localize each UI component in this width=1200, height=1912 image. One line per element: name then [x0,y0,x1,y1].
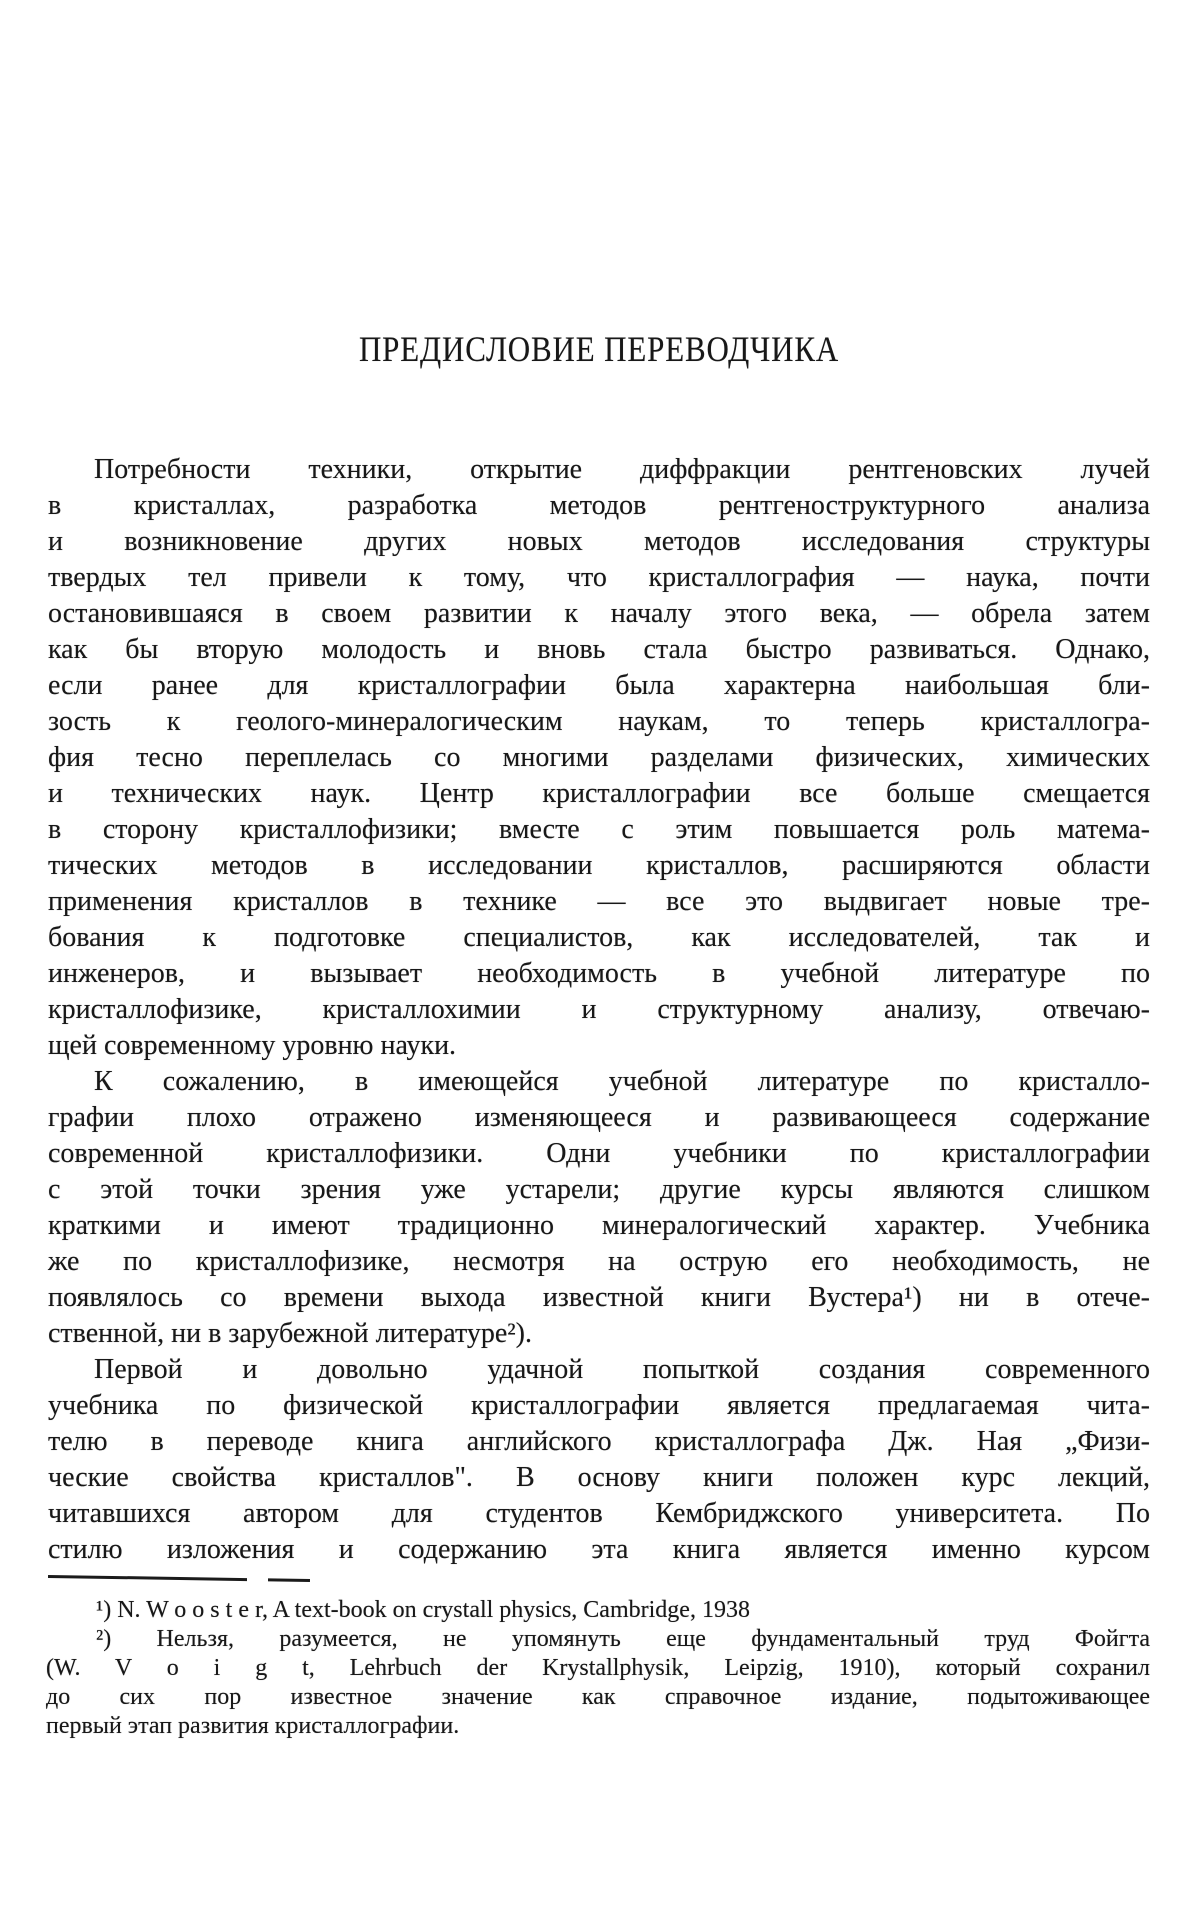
body-line: К сожалению, в имеющейся учебной литературе по кристалло- [94,1066,1150,1097]
body-line: ческие свойства кристаллов". В основу книги положен курс лекций, [48,1462,1150,1493]
body-line: телю в переводе книга английского кристаллографа Дж. Ная „Физи- [48,1426,1150,1457]
body-line: читавшихся автором для студентов Кембриджского университета. По [48,1498,1150,1529]
footnote-separator [48,1575,310,1582]
body-line: как бы вторую молодость и вновь стала быстро развиваться. Однако, [48,634,1150,665]
body-line: ственной, ни в зарубежной литературе²). [48,1318,532,1349]
footnotes [46,1596,1150,1741]
footnote-line: ¹) N. W o o s t e r, A text-book on crystall physics, Cambridge, 1938 [96,1597,750,1623]
body-line: появлялось со времени выхода известной книги Вустера¹) ни в отече- [48,1282,1150,1313]
body-line: учебника по физической кристаллографии является предлагаемая чита- [48,1390,1150,1421]
body-line: щей современному уровню науки. [48,1030,457,1061]
footnote-line: первый этап развития кристаллографии. [46,1713,460,1739]
body-line: если ранее для кристаллографии была характерна наибольшая бли- [48,670,1150,701]
body-line: Первой и довольно удачной попыткой создания современного [94,1354,1150,1385]
body-line: остановившаяся в своем развитии к началу этого века, — обрела затем [48,598,1150,629]
body-line: же по кристаллофизике, несмотря на острую его необходимость, не [48,1246,1150,1277]
body-text [48,452,1150,1568]
body-line: фия тесно переплелась со многими разделами физических, химических [48,742,1150,773]
body-line: применения кристаллов в технике — все это выдвигает новые тре- [48,886,1150,917]
body-line: в кристаллах, разработка методов рентгеноструктурного анализа [48,490,1150,521]
body-line: и технических наук. Центр кристаллографии все больше смещается [48,778,1150,809]
body-line: стилю изложения и содержанию эта книга является именно курсом [48,1534,1150,1565]
body-line: графии плохо отражено изменяющееся и развивающееся содержание [48,1102,1150,1133]
footnote-line: ²) Нельзя, разумеется, не упомянуть еще фундаментальный труд Фойгта [96,1626,1150,1652]
body-line: краткими и имеют традиционно минералогический характер. Учебника [48,1210,1150,1241]
body-line: Потребности техники, открытие диффракции рентгеновских лучей [94,454,1150,485]
body-line: бования к подготовке специалистов, как исследователей, так и [48,922,1150,953]
body-line: тических методов в исследовании кристаллов, расширяются области [48,850,1150,881]
body-line: кристаллофизике, кристаллохимии и структурному анализу, отвечаю- [48,994,1150,1025]
body-line: в сторону кристаллофизики; вместе с этим повышается роль матема- [48,814,1150,845]
page-title: ПРЕДИСЛОВИЕ ПЕРЕВОДЧИКА [358,329,840,369]
body-line: современной кристаллофизики. Одни учебники по кристаллографии [48,1138,1150,1169]
body-line: с этой точки зрения уже устарели; другие курсы являются слишком [48,1174,1150,1205]
body-line: и возникновение других новых методов исследования структуры [48,526,1150,557]
body-line: твердых тел привели к тому, что кристаллография — наука, почти [48,562,1150,593]
footnote-line: до сих пор известное значение как справочное издание, подытоживающее [46,1684,1150,1710]
body-line: инженеров, и вызывает необходимость в учебной литературе по [48,958,1150,989]
body-line: зость к геолого-минералогическим наукам, то теперь кристаллогра- [48,706,1150,737]
footnote-line: (W. V o i g t, Lehrbuch der Krystallphysik, Leipzig, 1910), который сохранил [46,1655,1150,1681]
